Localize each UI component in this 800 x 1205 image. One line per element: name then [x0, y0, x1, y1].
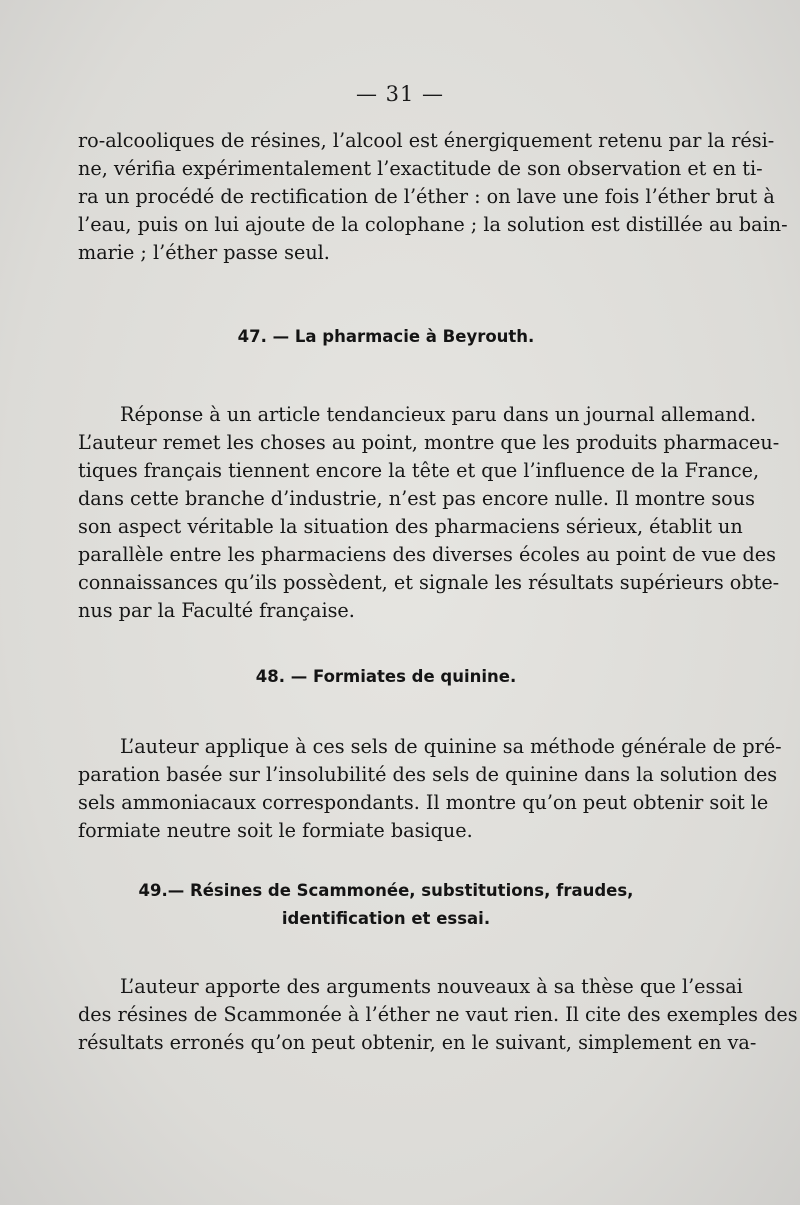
section-47-paragraph [78, 401, 780, 625]
text-line: formiate neutre soit le formiate basique. [78, 819, 473, 842]
section-49-paragraph [78, 973, 798, 1057]
text-line: paration basée sur l’insolubilité des sels de quinine dans la solution des [78, 763, 778, 786]
text-line: L’auteur applique à ces sels de quinine sa méthode générale de pré- [120, 735, 782, 758]
section-heading-47: 47. — La pharmacie à Beyrouth. [237, 327, 535, 346]
text-line: ne, vérifia expérimentalement l’exactitude de son observation et en ti- [78, 157, 763, 180]
section-48-paragraph [78, 733, 782, 845]
text-line: ro-alcooliques de résines, l’alcool est énergiquement retenu par la rési- [78, 129, 775, 152]
section-heading-48: 48. — Formiates de quinine. [255, 667, 517, 686]
text-line: l’eau, puis on lui ajoute de la colophane ; la solution est distillée au bain- [78, 213, 788, 236]
text-line: son aspect véritable la situation des pharmaciens sérieux, établit un [78, 515, 743, 538]
text-line: L’auteur remet les choses au point, montre que les produits pharmaceu- [78, 431, 780, 454]
text-line: dans cette branche d’industrie, n’est pas encore nulle. Il montre sous [78, 487, 755, 510]
section-heading-49-line-2: identification et essai. [281, 909, 491, 928]
intro-paragraph [78, 127, 788, 267]
section-heading-49-line-1: 49.— Résines de Scammonée, substitutions, fraudes, [138, 881, 634, 900]
text-line: parallèle entre les pharmaciens des diverses écoles au point de vue des [78, 543, 776, 566]
page-number: — 31 — [355, 82, 445, 106]
text-line: résultats erronés qu’on peut obtenir, en le suivant, simplement en va- [78, 1031, 757, 1054]
text-line: sels ammoniacaux correspondants. Il montre qu’on peut obtenir soit le [78, 791, 769, 814]
text-line: ra un procédé de rectification de l’éther : on lave une fois l’éther brut à [78, 185, 775, 208]
text-line: des résines de Scammonée à l’éther ne vaut rien. Il cite des exemples des [78, 1003, 798, 1026]
text-line: connaissances qu’ils possèdent, et signale les résultats supérieurs obte- [78, 571, 780, 594]
text-line: L’auteur apporte des arguments nouveaux à sa thèse que l’essai [120, 975, 743, 998]
text-line: Réponse à un article tendancieux paru dans un journal allemand. [120, 403, 757, 426]
text-line: tiques français tiennent encore la tête et que l’influence de la France, [78, 459, 760, 482]
text-line: nus par la Faculté française. [78, 599, 355, 622]
text-line: marie ; l’éther passe seul. [78, 241, 330, 264]
